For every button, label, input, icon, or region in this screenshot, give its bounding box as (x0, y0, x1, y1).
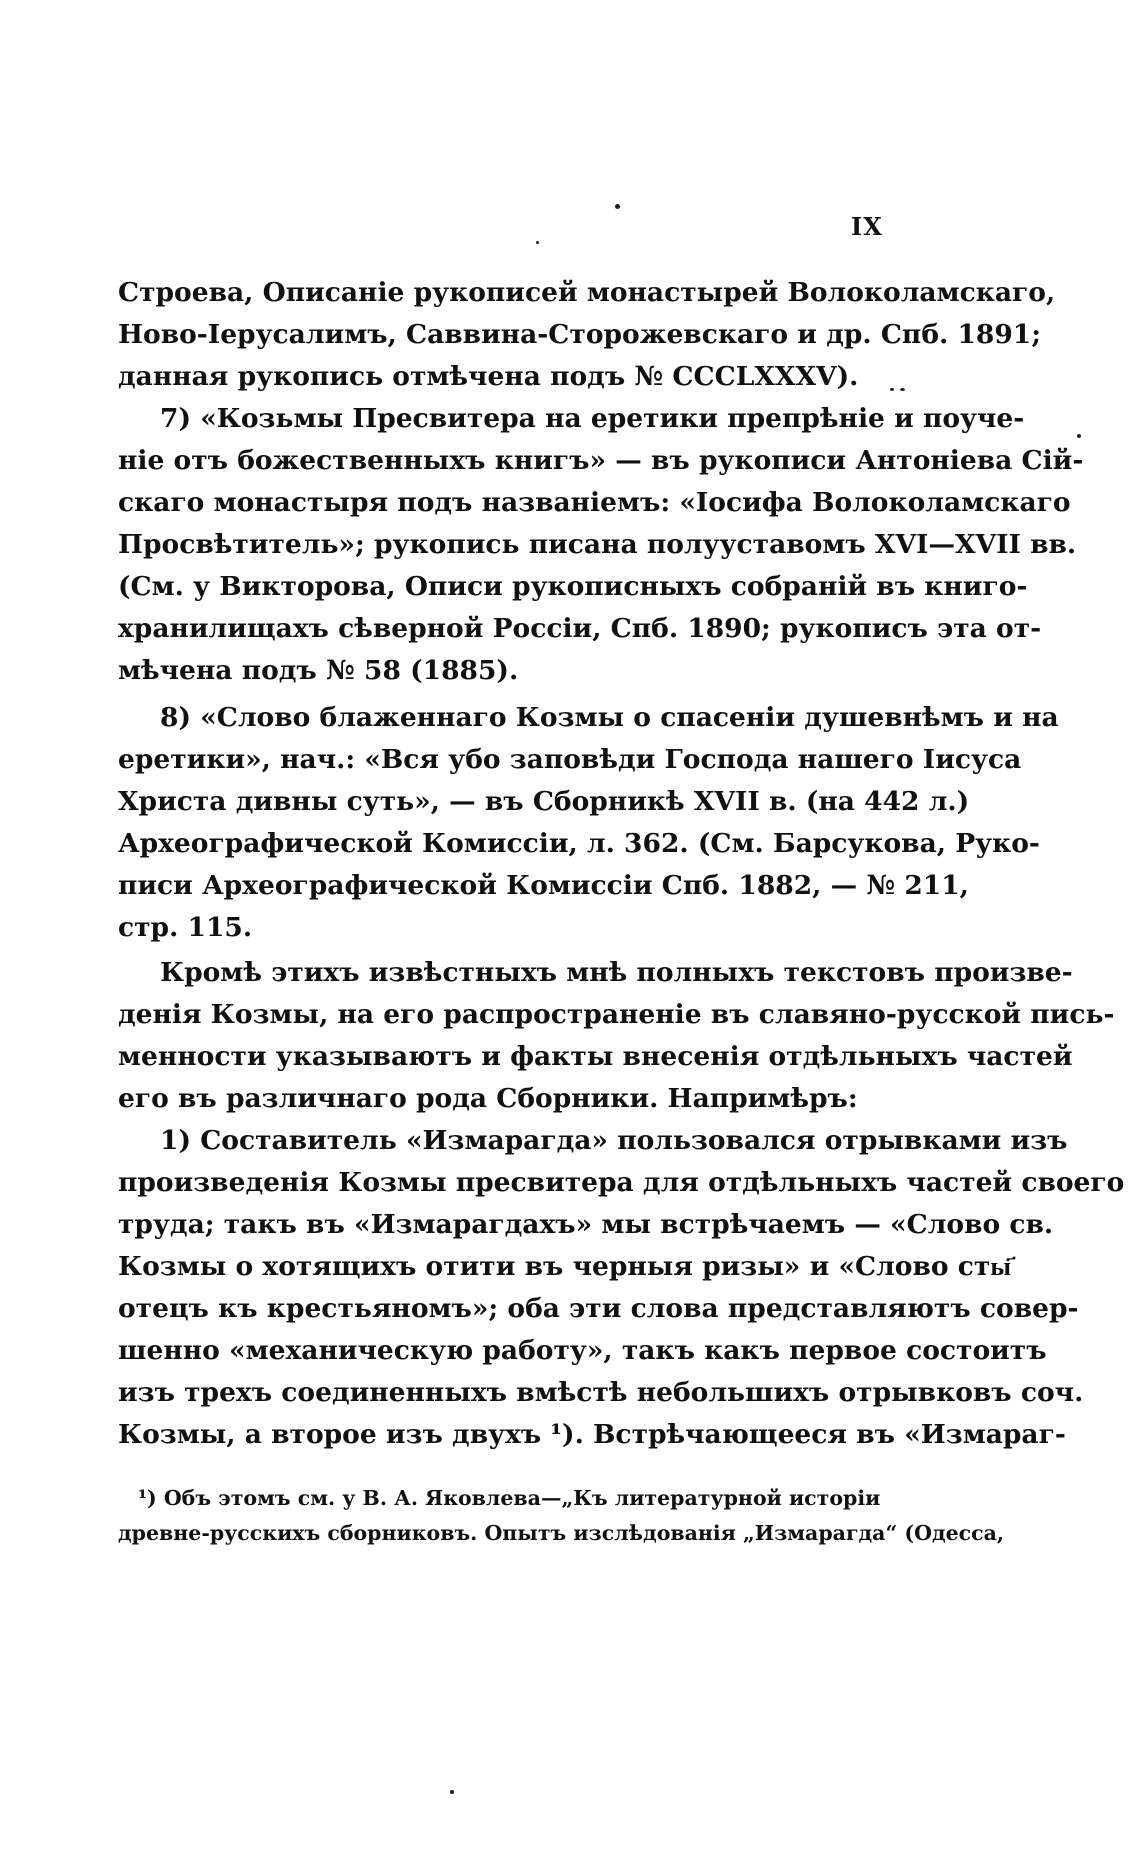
body-text-line: Христа дивны суть», — въ Сборникѣ XVII в. (на 442 л.) (118, 786, 970, 817)
body-text-line: 1) Составитель «Измарагда» пользовался отрывками изъ (160, 1125, 1068, 1156)
footnote-line: ¹) Объ этомъ см. у В. А. Яковлева—„Къ литературной исторіи (138, 1486, 881, 1510)
body-text-line: его въ различнаго рода Сборники. Напримѣръ: (118, 1083, 858, 1114)
body-text-line: Козмы о хотящихъ отити въ черныя ризы» и «Слово сты҃ (118, 1251, 1012, 1282)
body-text-line: стр. 115. (118, 912, 253, 943)
body-text-line: хранилищахъ сѣверной Россіи, Спб. 1890; рукописъ эта от- (118, 613, 1042, 644)
body-text-line: Козмы, а второе изъ двухъ ¹). Встрѣчающееся въ «Измараг- (118, 1419, 1066, 1450)
body-text-line: скаго монастыря подъ названіемъ: «Іосифа Волоколамскаго (118, 487, 1071, 518)
body-text-line: мѣчена подъ № 58 (1885). (118, 655, 519, 686)
body-text-line: Археографической Комиссіи, л. 362. (См. Барсукова, Руко- (118, 828, 1040, 859)
body-text-line: 7) «Козьмы Пресвитера на еретики препрѣніе и поуче- (160, 403, 1025, 434)
scan-speck (890, 388, 894, 391)
body-text-line: шенно «механическую работу», такъ какъ первое состоитъ (118, 1335, 1047, 1366)
scan-speck (900, 388, 905, 391)
body-text-line: Строева, Описаніе рукописей монастырей Волоколамскаго, (118, 277, 1056, 308)
body-text-line: изъ трехъ соединенныхъ вмѣстѣ небольшихъ отрывковъ соч. (118, 1377, 1084, 1408)
body-text-line: еретики», нач.: «Вся убо заповѣди Господа нашего Іисуса (118, 744, 1022, 775)
body-text-line: Ново-Іерусалимъ, Саввина-Сторожевскаго и др. Спб. 1891; (118, 319, 1041, 350)
body-text-line: 8) «Слово блаженнаго Козмы о спасеніи душевнѣмъ и на (160, 702, 1059, 733)
body-text-line: менности указываютъ и факты внесенія отдѣльныхъ частей (118, 1041, 1073, 1072)
body-text-line: (См. у Викторова, Описи рукописныхъ собраній въ книго- (118, 571, 1028, 602)
body-text-line: Просвѣтитель»; рукопись писана полууставомъ XVI—XVII вв. (118, 529, 1077, 560)
body-text-line: произведенія Козмы пресвитера для отдѣльныхъ частей своего (118, 1167, 1125, 1198)
body-text-line: отецъ къ крестьяномъ»; оба эти слова представляютъ совер- (118, 1293, 1079, 1324)
body-text-line: Кромѣ этихъ извѣстныхъ мнѣ полныхъ текстовъ произве- (160, 957, 1073, 988)
body-text-line: денія Козмы, на его распространеніе въ славяно-русской пись- (118, 999, 1115, 1030)
page-number: IX (851, 212, 883, 241)
scan-speck (1077, 434, 1081, 438)
body-text-line: ніе отъ божественныхъ книгъ» — въ рукописи Антоніева Сій- (118, 445, 1084, 476)
footnote-line: древне-русскихъ сборниковъ. Опытъ изслѣдованія „Измарагда“ (Одесса, (118, 1521, 1005, 1545)
body-text-line: труда; такъ въ «Измарагдахъ» мы встрѣчаемъ — «Слово св. (118, 1209, 1054, 1240)
scan-speck (536, 241, 539, 244)
body-text-line: писи Археографической Комиссіи Спб. 1882, — № 211, (118, 870, 969, 901)
scan-speck (450, 1790, 454, 1794)
body-text-line: данная рукопись отмѣчена подъ № CCCLXXXV). (118, 361, 859, 392)
scan-speck (615, 204, 620, 209)
